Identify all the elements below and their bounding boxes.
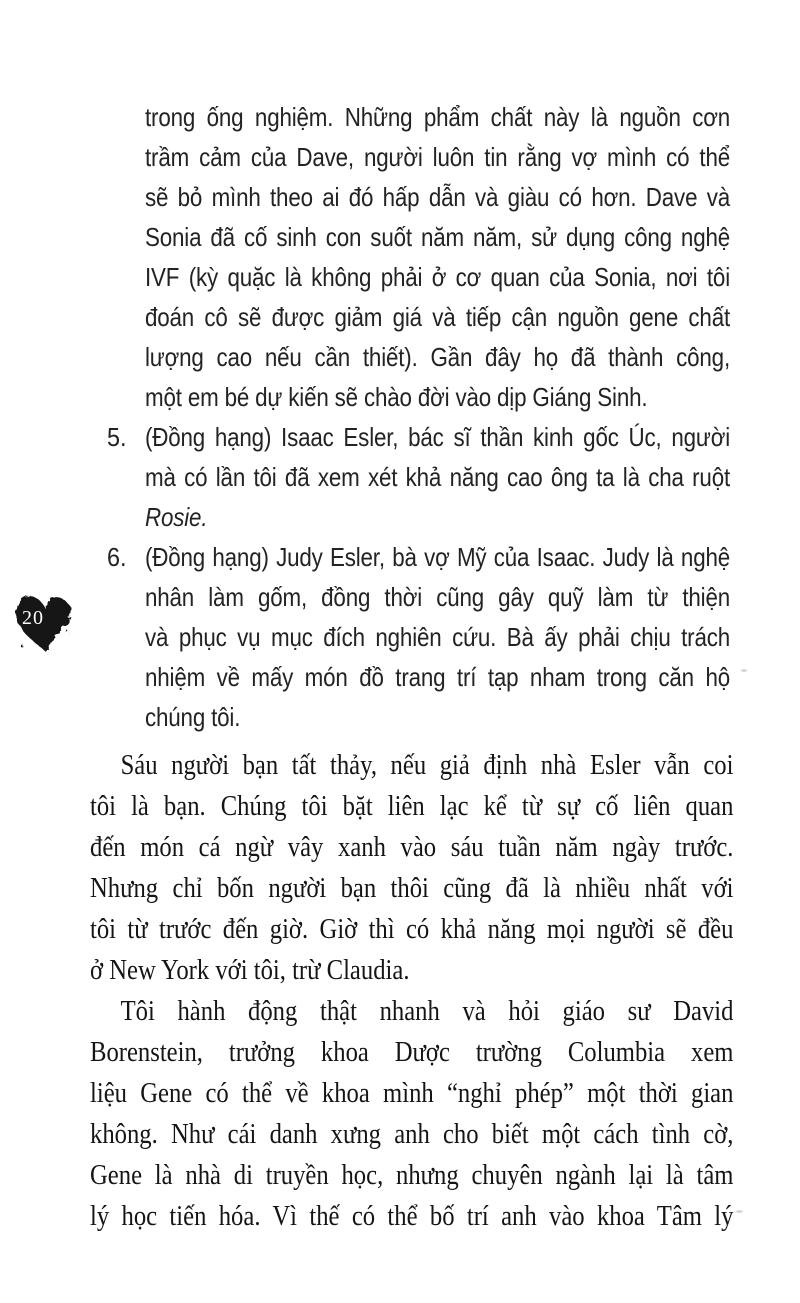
list-item-text [145, 537, 730, 737]
list-item-number: 5. [107, 422, 127, 452]
scan-speck [736, 1210, 743, 1213]
body-paragraphs [90, 745, 733, 1237]
text-line: mà có lần tôi đã xem xét khả năng cao ông ta là cha ruột [145, 462, 731, 492]
list-item-number [107, 97, 141, 417]
text-line: sẽ bỏ mình theo ai đó hấp dẫn và giàu có hơn. Dave và [145, 182, 731, 212]
numbered-list [107, 97, 730, 737]
text-line: một em bé dự kiến sẽ chào đời vào dịp Giáng Sinh. [145, 382, 648, 412]
text-line: (Đồng hạng) Isaac Esler, bác sĩ thần kinh gốc Úc, người [145, 422, 731, 452]
text-line: lượng cao nếu cần thiết). Gần đây họ đã thành công, [145, 342, 731, 372]
list-item-text [145, 417, 730, 537]
text-line: lý học tiến hóa. Vì thế có thể bố trí anh vào khoa Tâm lý [90, 1200, 734, 1232]
text-line: Nhưng chỉ bốn người bạn thôi cũng đã là nhiều nhất với [90, 872, 734, 904]
text-line: tôi là bạn. Chúng tôi bặt liên lạc kể từ sự cố liên quan [90, 790, 734, 822]
paragraph [90, 745, 733, 991]
text-line: ở New York với tôi, trừ Claudia. [90, 954, 410, 986]
text-line: Borenstein, trưởng khoa Dược trường Columbia xem [90, 1036, 734, 1068]
list-item [107, 417, 730, 537]
text-line: Sonia đã cố sinh con suốt năm năm, sử dụng công nghệ [145, 222, 731, 252]
text-line: Rosie. [145, 502, 208, 532]
page-number: 20 [22, 607, 44, 629]
text-line: đoán cô sẽ được giảm giá và tiếp cận nguồn gene chất [145, 302, 731, 332]
scan-speck [741, 669, 747, 672]
text-line: chúng tôi. [145, 702, 241, 732]
text-line: trầm cảm của Dave, người luôn tin rằng vợ mình có thể [145, 142, 731, 172]
text-line: không. Như cái danh xưng anh cho biết một cách tình cờ, [90, 1118, 734, 1150]
text-line: trong ống nghiệm. Những phẩm chất này là nguồn cơn [145, 102, 731, 132]
list-item [107, 97, 730, 417]
list-item-text [145, 97, 730, 417]
paragraph [90, 991, 733, 1237]
text-line: Tôi hành động thật nhanh và hỏi giáo sư David [120, 995, 734, 1027]
list-item-number: 6. [107, 542, 127, 572]
text-line: tôi từ trước đến giờ. Giờ thì có khả năng mọi người sẽ đều [90, 913, 734, 945]
text-line: Sáu người bạn tất thảy, nếu giả định nhà Esler vẫn coi [120, 749, 734, 781]
text-line: nhiệm về mấy món đồ trang trí tạp nham trong căn hộ [145, 662, 731, 692]
list-item [107, 537, 730, 737]
text-line: IVF (kỳ quặc là không phải ở cơ quan của Sonia, nơi tôi [145, 262, 731, 292]
page-number-marker [13, 590, 75, 658]
text-line: nhân làm gốm, đồng thời cũng gây quỹ làm từ thiện [145, 582, 731, 612]
text-line: Gene là nhà di truyền học, nhưng chuyên ngành lại là tâm [90, 1159, 734, 1191]
text-line: liệu Gene có thể về khoa mình “nghỉ phép” một thời gian [90, 1077, 734, 1109]
text-line: đến món cá ngừ vây xanh vào sáu tuần năm ngày trước. [90, 831, 734, 863]
text-line: (Đồng hạng) Judy Esler, bà vợ Mỹ của Isaac. Judy là nghệ [145, 542, 731, 572]
text-line: và phục vụ mục đích nghiên cứu. Bà ấy phải chịu trách [145, 622, 731, 652]
